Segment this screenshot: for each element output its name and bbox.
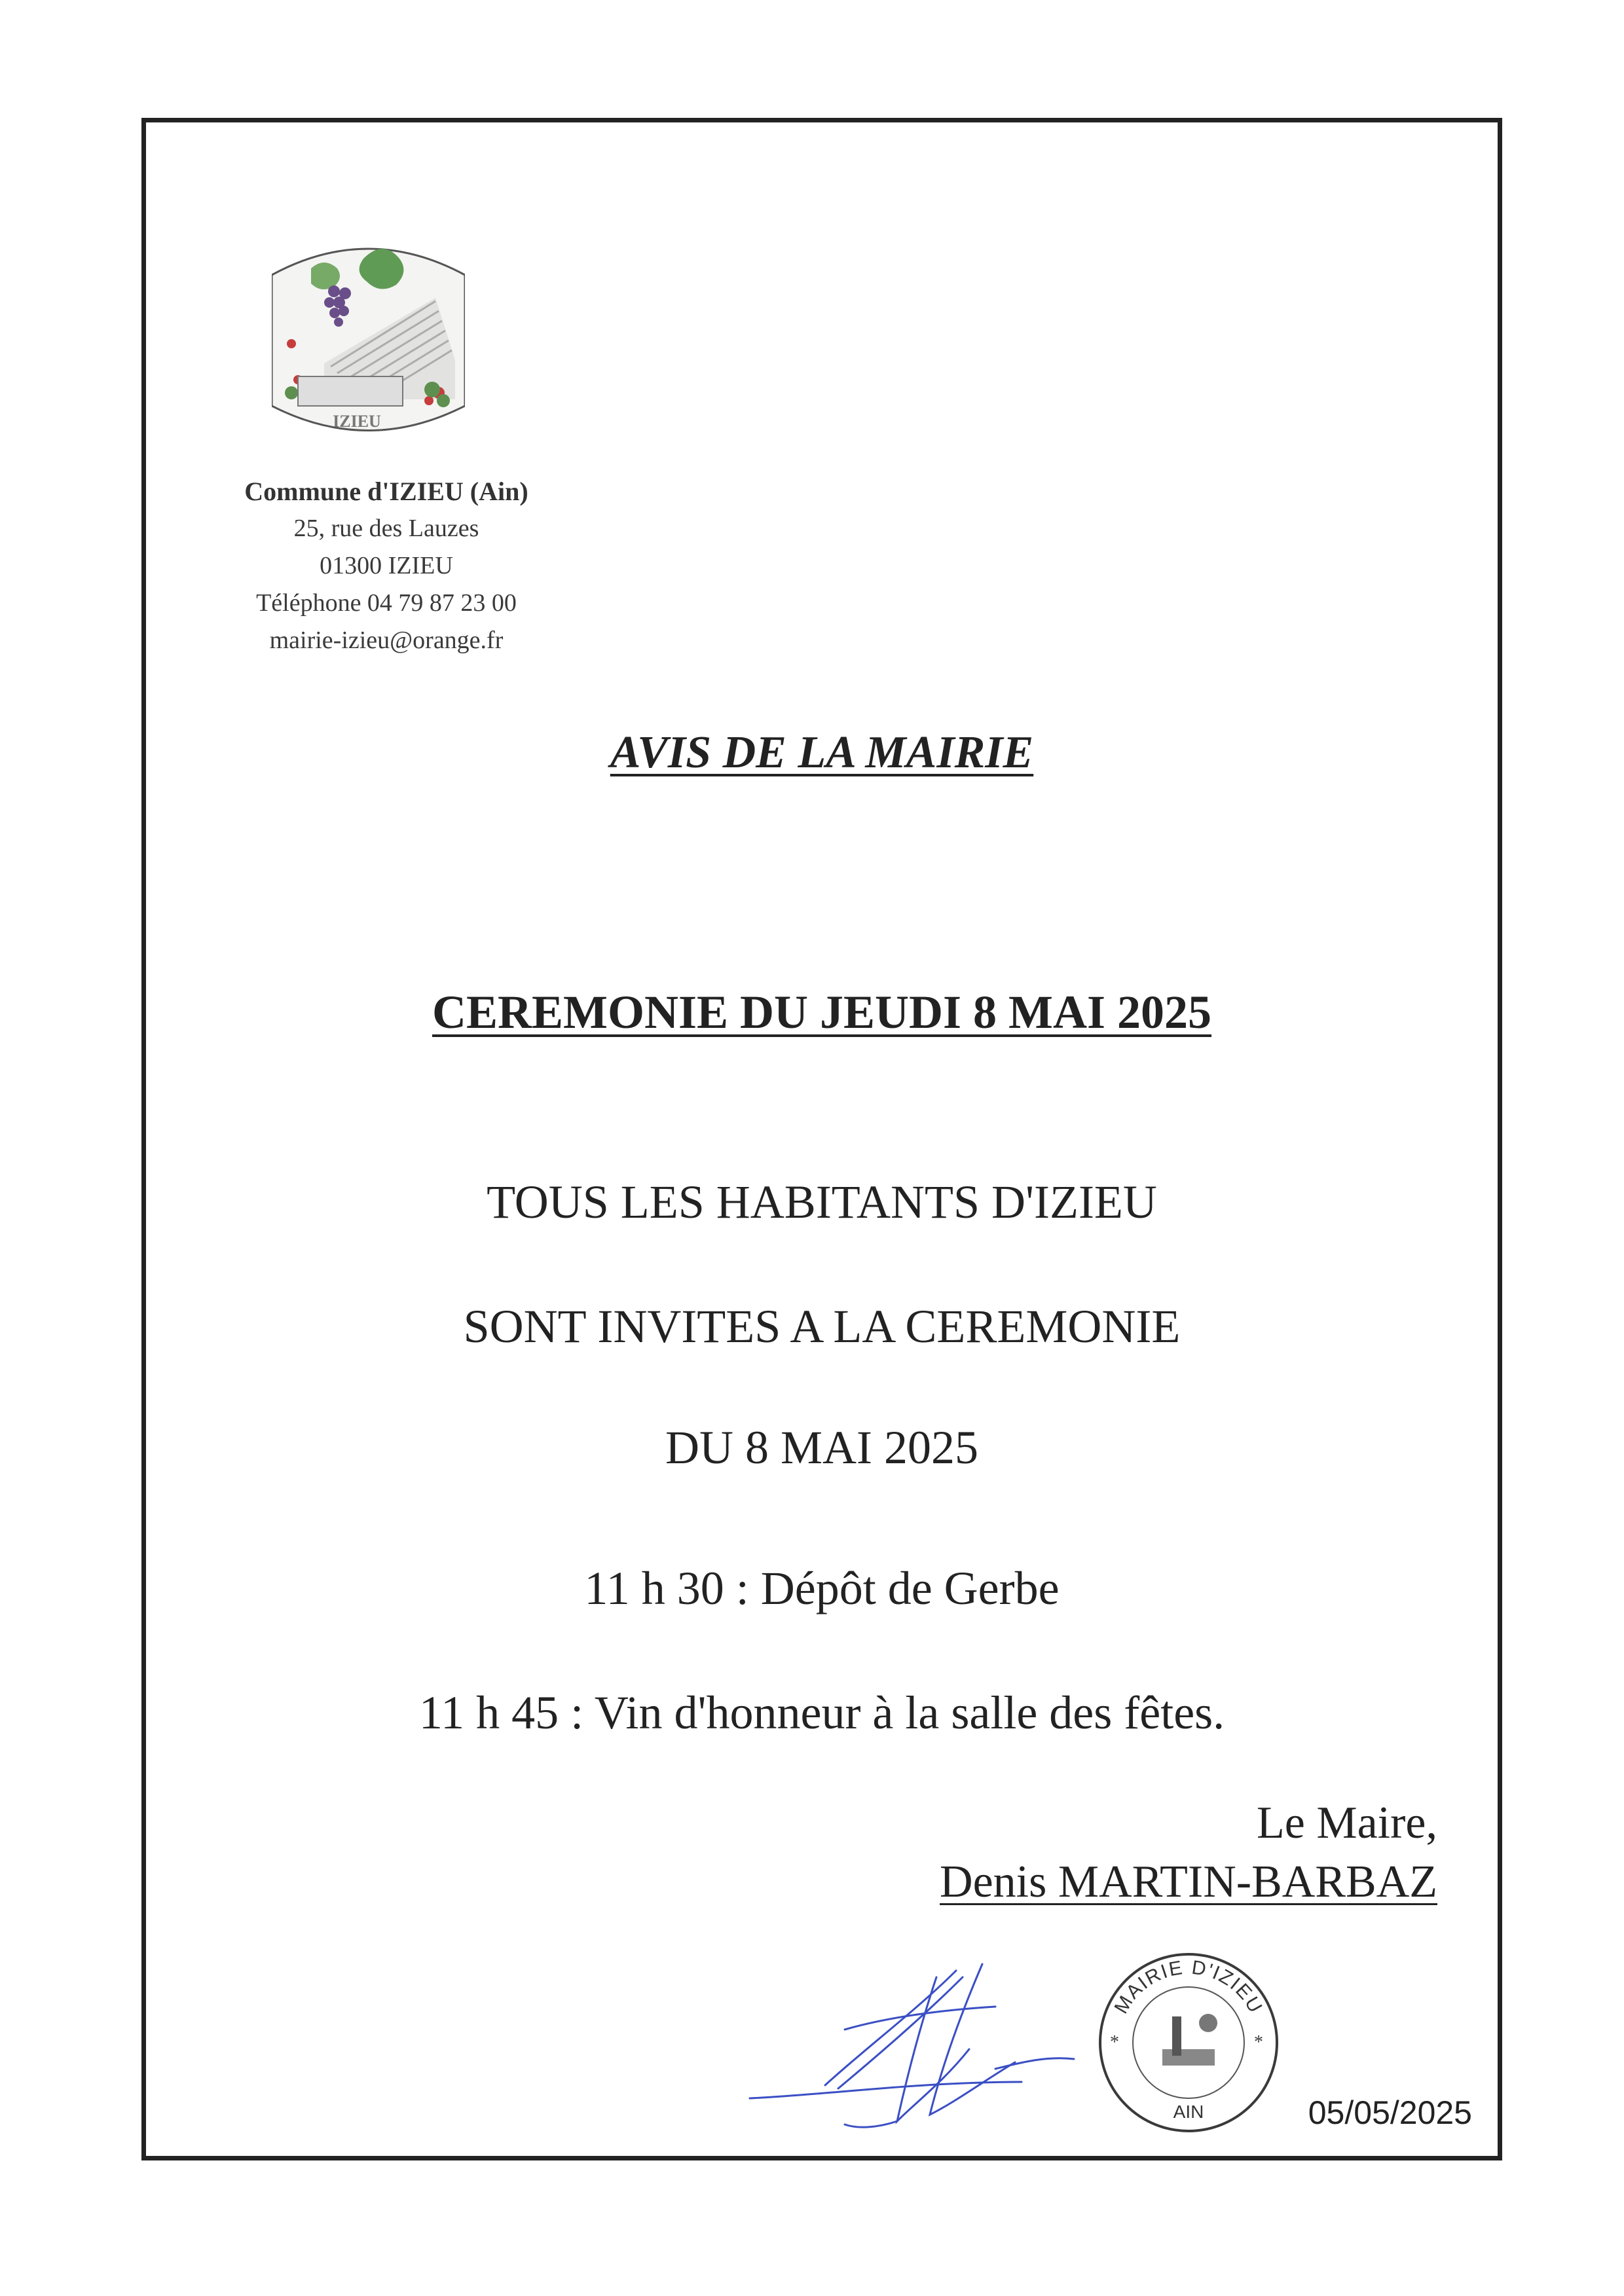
ceremony-heading: CEREMONIE DU JEUDI 8 MAI 2025 [432,986,1212,1038]
commune-address [164,473,609,659]
postal-city: 01300 IZIEU [320,552,453,579]
svg-text:AIN: AIN [1173,2102,1204,2122]
email-address: mairie-izieu@orange.fr [269,627,504,654]
street-address: 25, rue des Lauzes [293,515,479,542]
svg-text:*: * [1254,2032,1263,2052]
document-date: 05/05/2025 [1308,2094,1472,2131]
svg-text:MAIRIE D'IZIEU: MAIRIE D'IZIEU [1110,1956,1267,2018]
invitation-line-1: TOUS LES HABITANTS D'IZIEU [487,1176,1157,1228]
schedule-reception: 11 h 45 : Vin d'honneur à la salle des fêtes. [418,1686,1225,1739]
commune-name: Commune d'IZIEU (Ain) [244,477,528,506]
commune-crest-icon [272,229,465,442]
mayor-name: Denis MARTIN-BARBAZ [940,1857,1437,1907]
svg-text:IZIEU: IZIEU [333,412,381,431]
mayor-title: Le Maire, [1257,1798,1437,1848]
schedule-wreath: 11 h 30 : Dépôt de Gerbe [584,1562,1060,1614]
phone-number: Téléphone 04 79 87 23 00 [256,589,517,617]
svg-text:*: * [1110,2032,1119,2052]
invitation-line-3: DU 8 MAI 2025 [665,1421,978,1474]
notice-title: AVIS DE LA MAIRIE [610,727,1034,778]
seal-inscription [1090,1944,1287,2141]
handwritten-signature-icon [747,1951,1126,2141]
invitation-line-2: SONT INVITES A LA CEREMONIE [463,1300,1181,1353]
